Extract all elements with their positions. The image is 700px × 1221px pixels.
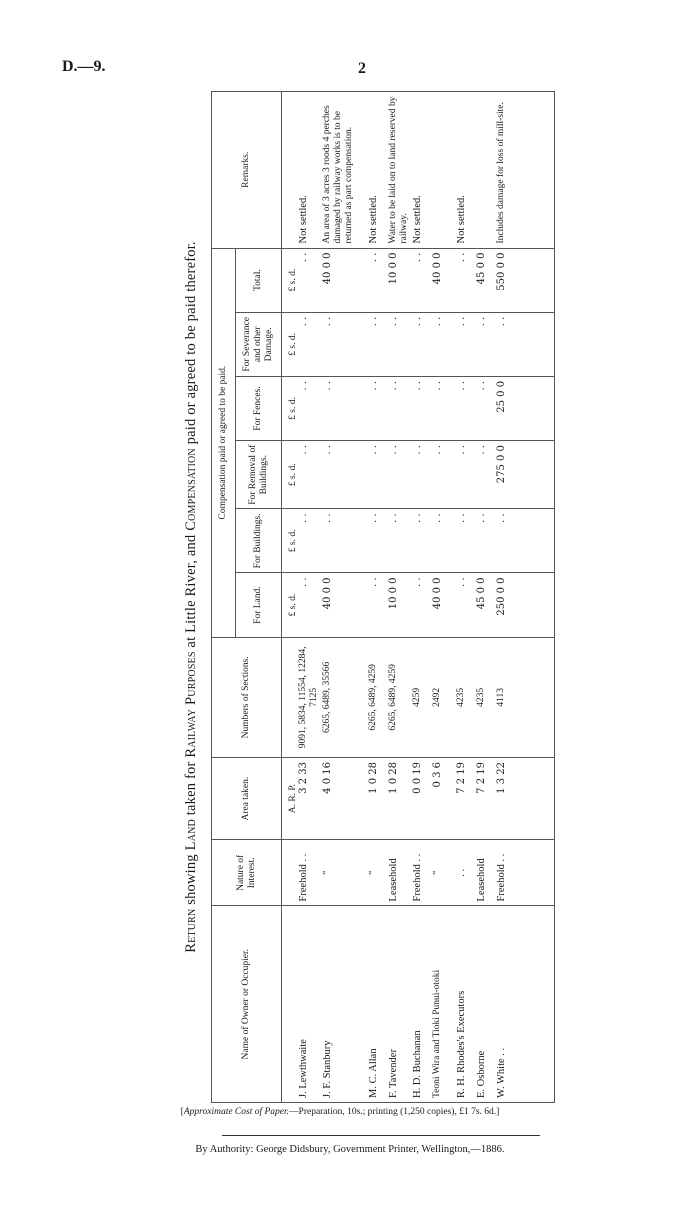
interest-cell: " xyxy=(368,840,388,906)
divider-rule xyxy=(222,1135,540,1136)
buildings-cell: . . xyxy=(432,509,456,573)
area-cell: 3 2 33 xyxy=(298,758,322,840)
removal-cell: . . xyxy=(456,441,476,509)
total-cell: . . xyxy=(412,248,432,312)
fences-cell: . . xyxy=(298,376,322,440)
sections-cell: 4259 xyxy=(412,637,432,757)
land-cell: 10 0 0 xyxy=(388,573,412,637)
severance-cell: . . xyxy=(322,312,368,376)
land-cell: . . xyxy=(456,573,476,637)
interest-cell: . . xyxy=(456,840,476,906)
severance-cell: . . xyxy=(388,312,412,376)
column-header-area: Area taken. xyxy=(212,758,282,840)
severance-cell: . . xyxy=(432,312,456,376)
severance-cell: . . xyxy=(298,312,322,376)
sections-cell: 4235 xyxy=(456,637,476,757)
interest-cell: " xyxy=(322,840,368,906)
total-cell: 10 0 0 xyxy=(388,248,412,312)
land-cell: . . xyxy=(368,573,388,637)
remarks-cell: Not settled. xyxy=(456,92,476,249)
table-row xyxy=(388,92,412,1103)
table-row xyxy=(412,92,432,1103)
table-row xyxy=(476,92,496,1103)
column-header-severance: For Severance and other Damage. xyxy=(236,312,282,376)
owner-cell: M. C. Allan xyxy=(368,906,388,1103)
buildings-cell: . . xyxy=(456,509,476,573)
fences-cell: . . xyxy=(322,376,368,440)
fences-cell: 25 0 0 xyxy=(496,376,554,440)
interest-cell: Freehold . . xyxy=(496,840,554,906)
printer-imprint: By Authority: George Didsbury, Government Printer, Wellington,—1886. xyxy=(195,1144,505,1155)
title-word: Land xyxy=(183,819,199,851)
removal-cell: 275 0 0 xyxy=(496,441,554,509)
title-word: showing xyxy=(183,854,199,905)
unit-area: A. R. P. xyxy=(282,758,299,840)
interest-cell: Freehold . . xyxy=(412,840,432,906)
total-cell: 45 0 0 xyxy=(476,248,496,312)
total-cell: . . xyxy=(456,248,476,312)
unit-money: £ s. d. xyxy=(282,441,299,509)
table-row xyxy=(432,92,456,1103)
column-header-sections: Numbers of Sections. xyxy=(212,637,282,757)
remarks-cell: Not settled. xyxy=(298,92,322,249)
land-cell: 45 0 0 xyxy=(476,573,496,637)
remarks-cell: Includes damage for loss of mill-site. xyxy=(496,92,554,249)
removal-cell: . . xyxy=(322,441,368,509)
owner-cell: W. White . . xyxy=(496,906,554,1103)
title-word: Railway Purposes xyxy=(183,651,199,758)
unit-money: £ s. d. xyxy=(282,376,299,440)
total-cell: 40 0 0 xyxy=(432,248,456,312)
owner-cell: H. D. Buchanan xyxy=(412,906,432,1103)
owner-cell: R. H. Rhodes's Executors xyxy=(456,906,476,1103)
fences-cell: . . xyxy=(432,376,456,440)
buildings-cell: . . xyxy=(322,509,368,573)
remarks-cell: An area of 3 acres 3 roods 4 perches damaged by railway works is to be returned as part compensation. xyxy=(322,92,368,249)
buildings-cell: . . xyxy=(476,509,496,573)
column-header-remarks: Remarks. xyxy=(212,92,282,249)
sections-cell: 6265, 6489, 35566 xyxy=(322,637,368,757)
interest-cell: " xyxy=(432,840,456,906)
table-row xyxy=(456,92,476,1103)
remarks-cell xyxy=(432,92,456,249)
column-header-total: Total. xyxy=(236,248,282,312)
title-word: Return xyxy=(183,908,199,953)
land-cell: 40 0 0 xyxy=(322,573,368,637)
removal-cell: . . xyxy=(388,441,412,509)
area-cell: 7 2 19 xyxy=(476,758,496,840)
document-reference: D.—9. xyxy=(62,58,106,75)
land-cell: 250 0 0 xyxy=(496,573,554,637)
page-number: 2 xyxy=(358,60,366,77)
buildings-cell: . . xyxy=(298,509,322,573)
severance-cell: . . xyxy=(476,312,496,376)
buildings-cell: . . xyxy=(412,509,432,573)
severance-cell: . . xyxy=(412,312,432,376)
fences-cell: . . xyxy=(412,376,432,440)
title-word: Compensation xyxy=(183,448,199,531)
total-cell: 550 0 0 xyxy=(496,248,554,312)
sections-cell: 9091, 5834, 11554, 12284, 7125 xyxy=(298,637,322,757)
table-title xyxy=(183,91,211,1103)
owner-cell: F. Tavender xyxy=(388,906,412,1103)
remarks-cell: Water to be laid on to land reserved by railway. xyxy=(388,92,412,249)
owner-cell: E. Osborne xyxy=(476,906,496,1103)
severance-cell: . . xyxy=(496,312,554,376)
column-header-land: For Land. xyxy=(236,573,282,637)
area-cell: 4 0 16 xyxy=(322,758,368,840)
owner-cell: Teoni Wira and Tioki Punui-otoki xyxy=(432,906,456,1103)
area-cell: 1 0 28 xyxy=(388,758,412,840)
fences-cell: . . xyxy=(476,376,496,440)
sections-cell: 6265, 6489, 4259 xyxy=(368,637,388,757)
sections-cell: 4113 xyxy=(496,637,554,757)
removal-cell: . . xyxy=(368,441,388,509)
sections-cell: 4235 xyxy=(476,637,496,757)
area-cell: 1 3 22 xyxy=(496,758,554,840)
cost-note: [Approximate Cost of Paper.—Preparation, 10s.; printing (1,250 copies), £1 7s. 6d.] xyxy=(180,1107,500,1117)
severance-cell: . . xyxy=(368,312,388,376)
column-header-removal: For Removal of Buildings. xyxy=(236,441,282,509)
area-cell: 7 2 19 xyxy=(456,758,476,840)
fences-cell: . . xyxy=(388,376,412,440)
title-word: at Little River, and xyxy=(183,534,199,648)
table-row xyxy=(496,92,554,1103)
sections-cell: 2492 xyxy=(432,637,456,757)
column-header-compensation: Compensation paid or agreed to be paid. xyxy=(212,248,236,637)
column-header-fences: For Fences. xyxy=(236,376,282,440)
title-word: paid or agreed to be paid therefor. xyxy=(183,241,199,445)
owner-cell: J. F. Stanbury xyxy=(322,906,368,1103)
title-word: taken for xyxy=(183,761,199,816)
unit-money: £ s. d. xyxy=(282,248,299,312)
total-cell: . . xyxy=(368,248,388,312)
unit-money: £ s. d. xyxy=(282,573,299,637)
column-header-buildings: For Buildings. xyxy=(236,509,282,573)
interest-cell: Leasehold xyxy=(476,840,496,906)
removal-cell: . . xyxy=(298,441,322,509)
table-row xyxy=(368,92,388,1103)
interest-cell: Freehold . . xyxy=(298,840,322,906)
total-cell: 40 0 0 xyxy=(322,248,368,312)
removal-cell: . . xyxy=(476,441,496,509)
unit-money: £ s. d. xyxy=(282,509,299,573)
removal-cell: . . xyxy=(412,441,432,509)
cost-label: Approximate Cost of Paper. xyxy=(183,1107,290,1117)
area-cell: 0 0 19 xyxy=(412,758,432,840)
land-cell: 40 0 0 xyxy=(432,573,456,637)
removal-cell: . . xyxy=(432,441,456,509)
total-cell: . . xyxy=(298,248,322,312)
buildings-cell: . . xyxy=(388,509,412,573)
remarks-cell: Not settled. xyxy=(368,92,388,249)
owner-cell: J. Lewthwaite xyxy=(298,906,322,1103)
unit-money: £ s. d. xyxy=(282,312,299,376)
column-header-interest: Nature of Interest. xyxy=(212,840,282,906)
table-row xyxy=(322,92,368,1103)
sections-cell: 6265, 6489, 4259 xyxy=(388,637,412,757)
column-header-owner: Name of Owner or Occupier. xyxy=(212,906,282,1103)
area-cell: 0 3 6 xyxy=(432,758,456,840)
remarks-cell: Not settled. xyxy=(412,92,432,249)
interest-cell: Leasehold xyxy=(388,840,412,906)
cost-text: —Preparation, 10s.; printing (1,250 copies), £1 7s. 6d. xyxy=(289,1107,497,1117)
fences-cell: . . xyxy=(368,376,388,440)
remarks-cell xyxy=(476,92,496,249)
area-cell: 1 0 28 xyxy=(368,758,388,840)
rotated-return-table xyxy=(183,91,541,1103)
table-row xyxy=(298,92,322,1103)
land-cell: . . xyxy=(298,573,322,637)
units-row xyxy=(282,92,299,1103)
land-cell: . . xyxy=(412,573,432,637)
compensation-table xyxy=(211,91,555,1103)
buildings-cell: . . xyxy=(368,509,388,573)
severance-cell: . . xyxy=(456,312,476,376)
buildings-cell: . . xyxy=(496,509,554,573)
fences-cell: . . xyxy=(456,376,476,440)
